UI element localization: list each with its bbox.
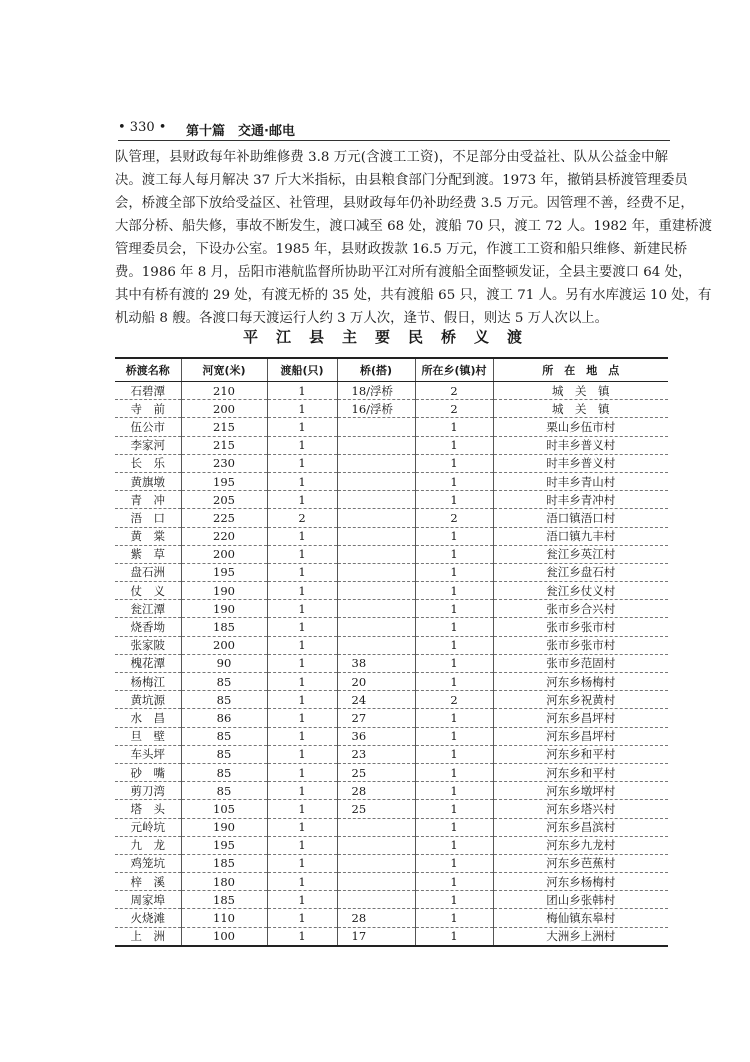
table-row bbox=[115, 927, 668, 946]
table-row bbox=[115, 618, 668, 636]
table-cell: 黄 棠 bbox=[115, 527, 181, 545]
table-cell: 时丰乡普义村 bbox=[493, 436, 668, 454]
table-row bbox=[115, 782, 668, 800]
column-header: 所 在 地 点 bbox=[493, 358, 668, 382]
table-row bbox=[115, 763, 668, 781]
table-cell: 九 龙 bbox=[115, 836, 181, 854]
table-cell: 2 bbox=[415, 382, 493, 400]
table-cell: 水 昌 bbox=[115, 709, 181, 727]
table-cell: 旦 壁 bbox=[115, 727, 181, 745]
table-cell: 槐花潭 bbox=[115, 654, 181, 672]
table-cell: 石碧潭 bbox=[115, 382, 181, 400]
table-cell: 1 bbox=[415, 563, 493, 581]
table-cell: 青 冲 bbox=[115, 491, 181, 509]
table-cell: 1 bbox=[415, 891, 493, 909]
table-cell: 180 bbox=[181, 873, 267, 891]
table-cell: 230 bbox=[181, 454, 267, 472]
table-cell: 1 bbox=[415, 727, 493, 745]
table-cell: 紫 草 bbox=[115, 545, 181, 563]
table-cell: 1 bbox=[267, 873, 337, 891]
table-cell: 38 bbox=[337, 654, 415, 672]
page-header bbox=[118, 118, 670, 141]
paragraph-line: 其中有桥有渡的 29 处，有渡无桥的 35 处，共有渡船 65 只，渡工 71 人。另有水库渡运 10 处，有 bbox=[115, 288, 712, 303]
table-cell: 1 bbox=[415, 782, 493, 800]
table-cell: 1 bbox=[267, 382, 337, 400]
table-cell: 1 bbox=[267, 927, 337, 946]
table-cell: 1 bbox=[267, 436, 337, 454]
table-cell: 大洲乡上洲村 bbox=[493, 927, 668, 946]
table-cell: 1 bbox=[267, 745, 337, 763]
table-cell: 24 bbox=[337, 691, 415, 709]
table-cell: 塔 头 bbox=[115, 800, 181, 818]
table-cell: 28 bbox=[337, 909, 415, 927]
bridge-ferry-table bbox=[115, 357, 668, 947]
paragraph-line: 决。渡工每人每月解决 37 斤大米指标，由县粮食部门分配到渡。1973 年，撤销县桥渡管理委员 bbox=[115, 173, 688, 188]
table-cell: 1 bbox=[415, 854, 493, 872]
table-row bbox=[115, 673, 668, 691]
table-cell: 220 bbox=[181, 527, 267, 545]
table-cell: 1 bbox=[415, 818, 493, 836]
table-cell: 河东乡九龙村 bbox=[493, 836, 668, 854]
table-cell: 85 bbox=[181, 691, 267, 709]
table-cell: 210 bbox=[181, 382, 267, 400]
table-cell bbox=[337, 563, 415, 581]
table-cell: 鸡笼坑 bbox=[115, 854, 181, 872]
table-cell bbox=[337, 854, 415, 872]
table-cell: 梅仙镇东皋村 bbox=[493, 909, 668, 927]
table-cell: 火烧滩 bbox=[115, 909, 181, 927]
table-cell: 车头坪 bbox=[115, 745, 181, 763]
table-cell: 1 bbox=[415, 800, 493, 818]
table-cell bbox=[337, 472, 415, 490]
table-cell: 黄旗墩 bbox=[115, 472, 181, 490]
table-cell: 梓 溪 bbox=[115, 873, 181, 891]
table-cell: 90 bbox=[181, 654, 267, 672]
table-cell: 85 bbox=[181, 727, 267, 745]
table-row bbox=[115, 582, 668, 600]
table-cell: 烧香坳 bbox=[115, 618, 181, 636]
paragraph-line: 大部分桥、船失修，事故不断发生，渡口减至 68 处，渡船 70 只，渡工 72 人。1982 年，重建桥渡 bbox=[115, 219, 713, 234]
table-cell: 张市乡范固村 bbox=[493, 654, 668, 672]
table-cell bbox=[337, 509, 415, 527]
table-cell bbox=[337, 873, 415, 891]
table-title: 平江县主要民桥义渡 bbox=[242, 328, 540, 346]
table-cell bbox=[337, 527, 415, 545]
table-cell: 2 bbox=[415, 400, 493, 418]
table-row bbox=[115, 545, 668, 563]
table-cell: 195 bbox=[181, 472, 267, 490]
table-cell: 215 bbox=[181, 436, 267, 454]
table-cell: 剪刀湾 bbox=[115, 782, 181, 800]
table-cell: 城 关 镇 bbox=[493, 400, 668, 418]
table-row bbox=[115, 709, 668, 727]
table-cell: 浯 口 bbox=[115, 509, 181, 527]
table-cell: 1 bbox=[267, 691, 337, 709]
table-cell: 85 bbox=[181, 763, 267, 781]
table-cell: 1 bbox=[267, 763, 337, 781]
table-cell: 1 bbox=[267, 472, 337, 490]
table-cell: 河东乡芭蕉村 bbox=[493, 854, 668, 872]
table-cell: 张市乡张市村 bbox=[493, 636, 668, 654]
table-cell: 1 bbox=[267, 454, 337, 472]
table-row bbox=[115, 418, 668, 436]
table-cell: 1 bbox=[267, 545, 337, 563]
table-cell: 85 bbox=[181, 673, 267, 691]
table-cell: 黄坑源 bbox=[115, 691, 181, 709]
table-cell: 瓮江乡英江村 bbox=[493, 545, 668, 563]
table-cell: 河东乡和平村 bbox=[493, 745, 668, 763]
table-cell: 城 关 镇 bbox=[493, 382, 668, 400]
table-row bbox=[115, 382, 668, 400]
table-cell: 1 bbox=[415, 836, 493, 854]
table-cell: 1 bbox=[415, 545, 493, 563]
paragraph-line: 机动船 8 艘。各渡口每天渡运行人约 3 万人次，逢节、假日，则达 5 万人次以上。 bbox=[115, 311, 608, 326]
table-cell: 1 bbox=[267, 727, 337, 745]
table-cell: 浯口镇九丰村 bbox=[493, 527, 668, 545]
table-cell: 27 bbox=[337, 709, 415, 727]
table-row bbox=[115, 891, 668, 909]
table-cell: 张市乡张市村 bbox=[493, 618, 668, 636]
table-cell: 2 bbox=[267, 509, 337, 527]
table-row bbox=[115, 454, 668, 472]
table-cell: 225 bbox=[181, 509, 267, 527]
table-cell: 1 bbox=[415, 873, 493, 891]
table-row bbox=[115, 491, 668, 509]
table-row bbox=[115, 509, 668, 527]
paragraph-line: 管理委员会，下设办公室。1985 年，县财政拨款 16.5 万元，作渡工工资和船只维修、新建民桥 bbox=[115, 242, 688, 257]
column-header: 渡船(只) bbox=[267, 358, 337, 382]
table-cell: 86 bbox=[181, 709, 267, 727]
table-cell: 寺 前 bbox=[115, 400, 181, 418]
table-cell: 85 bbox=[181, 745, 267, 763]
table-cell: 时丰乡普义村 bbox=[493, 454, 668, 472]
table-cell: 长 乐 bbox=[115, 454, 181, 472]
table-cell: 1 bbox=[267, 673, 337, 691]
table-cell: 1 bbox=[415, 418, 493, 436]
table-cell: 河东乡昌坪村 bbox=[493, 709, 668, 727]
table-cell: 盘石洲 bbox=[115, 563, 181, 581]
table-row bbox=[115, 527, 668, 545]
table-row bbox=[115, 800, 668, 818]
table-cell: 28 bbox=[337, 782, 415, 800]
table-cell: 185 bbox=[181, 854, 267, 872]
column-header: 河宽(米) bbox=[181, 358, 267, 382]
table-cell: 2 bbox=[415, 509, 493, 527]
table-cell: 浯口镇浯口村 bbox=[493, 509, 668, 527]
table-cell: 1 bbox=[415, 636, 493, 654]
table-cell: 张市乡合兴村 bbox=[493, 600, 668, 618]
table-cell: 1 bbox=[267, 800, 337, 818]
table-cell: 河东乡祝黄村 bbox=[493, 691, 668, 709]
table-row bbox=[115, 400, 668, 418]
table-cell: 元岭坑 bbox=[115, 818, 181, 836]
table-cell: 20 bbox=[337, 673, 415, 691]
table-row bbox=[115, 636, 668, 654]
table-cell: 1 bbox=[415, 654, 493, 672]
table-cell: 1 bbox=[267, 618, 337, 636]
table-cell: 1 bbox=[267, 400, 337, 418]
table-cell bbox=[337, 491, 415, 509]
table-cell: 瓮江乡盘石村 bbox=[493, 563, 668, 581]
table-cell: 17 bbox=[337, 927, 415, 946]
table-cell: 1 bbox=[415, 763, 493, 781]
table-cell: 河东乡杨梅村 bbox=[493, 873, 668, 891]
table-cell: 190 bbox=[181, 818, 267, 836]
table-cell: 时丰乡青冲村 bbox=[493, 491, 668, 509]
table-cell: 25 bbox=[337, 763, 415, 781]
paragraph-line: 队管理，县财政每年补助维修费 3.8 万元(含渡工工资)，不足部分由受益社、队从公益金中解 bbox=[115, 150, 668, 165]
column-header: 桥(搭) bbox=[337, 358, 415, 382]
table-cell: 1 bbox=[415, 472, 493, 490]
table-cell: 河东乡塔兴村 bbox=[493, 800, 668, 818]
table-cell: 1 bbox=[415, 673, 493, 691]
table-cell: 河东乡和平村 bbox=[493, 763, 668, 781]
table-cell: 砂 嘴 bbox=[115, 763, 181, 781]
table-cell: 105 bbox=[181, 800, 267, 818]
paragraph-line: 费。1986 年 8 月，岳阳市港航监督所协助平江对所有渡船全面整顿发证，全县主要渡口 64 处， bbox=[115, 265, 692, 280]
table-cell: 杨梅江 bbox=[115, 673, 181, 691]
paragraph-line: 会，桥渡全部下放给受益区、社管理，县财政每年仍补助经费 3.5 万元。因管理不善，经费不足， bbox=[115, 196, 694, 211]
table-cell bbox=[337, 618, 415, 636]
table-cell: 1 bbox=[267, 818, 337, 836]
table-cell: 团山乡张韩村 bbox=[493, 891, 668, 909]
table-row bbox=[115, 854, 668, 872]
table-cell: 195 bbox=[181, 563, 267, 581]
table-row bbox=[115, 563, 668, 581]
table-cell: 200 bbox=[181, 400, 267, 418]
table-cell: 200 bbox=[181, 636, 267, 654]
table-cell: 215 bbox=[181, 418, 267, 436]
table-cell: 1 bbox=[415, 527, 493, 545]
table-row bbox=[115, 745, 668, 763]
table-row bbox=[115, 873, 668, 891]
table-cell: 1 bbox=[415, 436, 493, 454]
table-cell: 1 bbox=[267, 909, 337, 927]
table-cell: 李家河 bbox=[115, 436, 181, 454]
table-cell: 瓮江潭 bbox=[115, 600, 181, 618]
table-cell: 1 bbox=[267, 563, 337, 581]
table-cell: 110 bbox=[181, 909, 267, 927]
table-cell bbox=[337, 836, 415, 854]
table-cell: 栗山乡伍市村 bbox=[493, 418, 668, 436]
table-row bbox=[115, 436, 668, 454]
table-cell bbox=[337, 818, 415, 836]
table-cell: 河东乡杨梅村 bbox=[493, 673, 668, 691]
column-header: 桥渡名称 bbox=[115, 358, 181, 382]
table-cell: 16/浮桥 bbox=[337, 400, 415, 418]
table-cell: 1 bbox=[415, 745, 493, 763]
table-row bbox=[115, 691, 668, 709]
table-cell: 1 bbox=[415, 618, 493, 636]
table-cell: 河东乡墩坪村 bbox=[493, 782, 668, 800]
table-cell: 200 bbox=[181, 545, 267, 563]
table-cell: 1 bbox=[267, 836, 337, 854]
table-cell: 1 bbox=[415, 491, 493, 509]
table-cell: 1 bbox=[267, 782, 337, 800]
table-cell: 190 bbox=[181, 582, 267, 600]
table-cell bbox=[337, 436, 415, 454]
table-row bbox=[115, 727, 668, 745]
table-cell: 36 bbox=[337, 727, 415, 745]
table-cell: 190 bbox=[181, 600, 267, 618]
table-row bbox=[115, 600, 668, 618]
table-cell: 1 bbox=[267, 491, 337, 509]
table-row bbox=[115, 909, 668, 927]
table-cell: 张家陂 bbox=[115, 636, 181, 654]
table-cell: 1 bbox=[415, 454, 493, 472]
table-cell: 1 bbox=[267, 636, 337, 654]
table-cell bbox=[337, 545, 415, 563]
table-row bbox=[115, 472, 668, 490]
table-cell: 100 bbox=[181, 927, 267, 946]
table-cell: 1 bbox=[415, 909, 493, 927]
table-cell: 仗 义 bbox=[115, 582, 181, 600]
table-cell: 伍公市 bbox=[115, 418, 181, 436]
table-cell: 1 bbox=[267, 418, 337, 436]
table-cell: 195 bbox=[181, 836, 267, 854]
table-cell: 周家埠 bbox=[115, 891, 181, 909]
page-number: • 330 • bbox=[118, 120, 167, 135]
table-cell: 1 bbox=[415, 927, 493, 946]
table-cell: 1 bbox=[267, 709, 337, 727]
table-cell bbox=[337, 600, 415, 618]
table-cell bbox=[337, 891, 415, 909]
table-cell: 185 bbox=[181, 891, 267, 909]
table-cell: 1 bbox=[267, 527, 337, 545]
table-header-row bbox=[115, 358, 668, 382]
table-cell: 25 bbox=[337, 800, 415, 818]
table-cell: 河东乡昌滨村 bbox=[493, 818, 668, 836]
table-cell bbox=[337, 418, 415, 436]
table-cell: 1 bbox=[267, 891, 337, 909]
table-row bbox=[115, 654, 668, 672]
table-cell: 23 bbox=[337, 745, 415, 763]
body-paragraph bbox=[115, 146, 713, 330]
table-cell bbox=[337, 636, 415, 654]
table-cell: 205 bbox=[181, 491, 267, 509]
table-cell: 18/浮桥 bbox=[337, 382, 415, 400]
table-row bbox=[115, 818, 668, 836]
table-cell: 1 bbox=[267, 582, 337, 600]
table-cell: 185 bbox=[181, 618, 267, 636]
table-cell: 河东乡昌坪村 bbox=[493, 727, 668, 745]
table-cell: 1 bbox=[267, 654, 337, 672]
table-cell: 瓮江乡仗义村 bbox=[493, 582, 668, 600]
table-row bbox=[115, 836, 668, 854]
table-cell bbox=[337, 582, 415, 600]
table-cell: 1 bbox=[267, 600, 337, 618]
table-cell: 85 bbox=[181, 782, 267, 800]
table-cell: 1 bbox=[415, 582, 493, 600]
table-cell: 1 bbox=[415, 600, 493, 618]
table-cell: 上 洲 bbox=[115, 927, 181, 946]
table-cell: 时丰乡青山村 bbox=[493, 472, 668, 490]
table-cell bbox=[337, 454, 415, 472]
table-cell: 1 bbox=[415, 709, 493, 727]
table-cell: 2 bbox=[415, 691, 493, 709]
column-header: 所在乡(镇)村 bbox=[415, 358, 493, 382]
table-cell: 1 bbox=[267, 854, 337, 872]
chapter-title: 第十篇 交通·邮电 bbox=[186, 124, 295, 139]
